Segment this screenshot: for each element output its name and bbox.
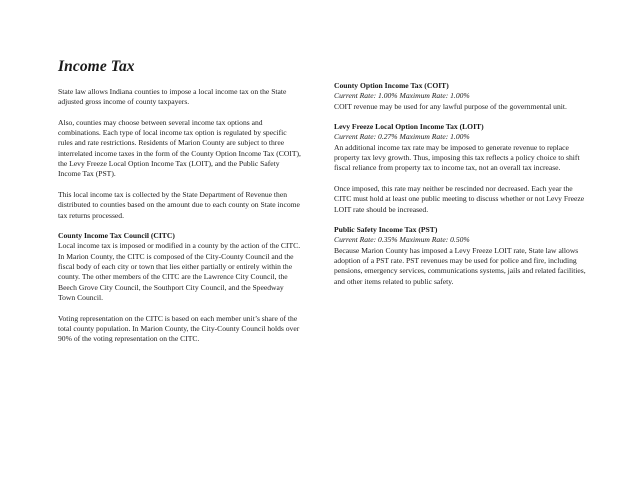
pst-section — [334, 225, 586, 287]
loit-heading: Levy Freeze Local Option Income Tax (LOIT) — [334, 122, 484, 132]
citc-heading: County Income Tax Council (CITC) — [58, 231, 175, 241]
loit-followup: Once imposed, this rate may neither be rescinded nor decreased. Each year the CITC must hold at least one public meeting to discuss whether or not Levy Freeze LOIT rate should be increased. — [334, 183, 585, 214]
loit-body: An additional income tax rate may be imposed to generate revenue to replace property tax levy growth. Thus, imposing this tax reflects a policy choice to shift fiscal reliance from property tax to income tax, not an overall tax increase. — [334, 142, 580, 173]
coit-body: COIT revenue may be used for any lawful purpose of the governmental unit. — [334, 101, 567, 111]
page-title: Income Tax — [58, 58, 135, 75]
coit-rates: Current Rate: 1.00% Maximum Rate: 1.00% — [334, 91, 470, 101]
pst-body: Because Marion County has imposed a Levy Freeze LOIT rate, State law allows adoption of a PST rate. PST revenues may be used for police and fire, including pensions, emergency services, communications systems, jails and related facilities, and other items related to public safety. — [334, 245, 586, 286]
loit-rates: Current Rate: 0.27% Maximum Rate: 1.00% — [334, 132, 470, 142]
pst-rates: Current Rate: 0.35% Maximum Rate: 0.50% — [334, 235, 470, 245]
right-column — [334, 81, 586, 297]
voting-paragraph: Voting representation on the CITC is based on each member unit’s share of the total county population. In Marion County, the City-County Council holds over 90% of the voting representation on the CITC. — [58, 313, 300, 344]
intro-paragraph-3: This local income tax is collected by the State Department of Revenue then distributed to counties based on the amount due to each county on State income tax returns processed. — [58, 189, 300, 220]
coit-heading: County Option Income Tax (COIT) — [334, 81, 449, 90]
intro-paragraph-1: State law allows Indiana counties to impose a local income tax on the State adjusted gross income of county taxpayers. — [58, 87, 287, 107]
intro-paragraph-2: Also, counties may choose between several income tax options and combinations. Each type of local income tax option is regulated by specific rules and rate restrictions. Residents of Marion County are subject to three interrelated income taxes in the form of the County Option Income Tax (COIT), the Levy Freeze Local Option Income Tax (LOIT), and the Public Safety Income Tax (PST). — [58, 117, 301, 179]
citc-section — [58, 231, 301, 303]
loit-section — [334, 122, 586, 173]
left-column — [58, 87, 301, 355]
coit-section — [334, 81, 586, 112]
citc-body: Local income tax is imposed or modified in a county by the action of the CITC. In Marion County, the CITC is composed of the City-County Council and the fiscal body of each city or town that lies either partially or entirely within the county. The other members of the CITC are the Lawrence City Council, the Beech Grove City Council, the Southport City Council, and the Speedway Town Council. — [58, 241, 301, 302]
pst-heading: Public Safety Income Tax (PST) — [334, 225, 438, 235]
